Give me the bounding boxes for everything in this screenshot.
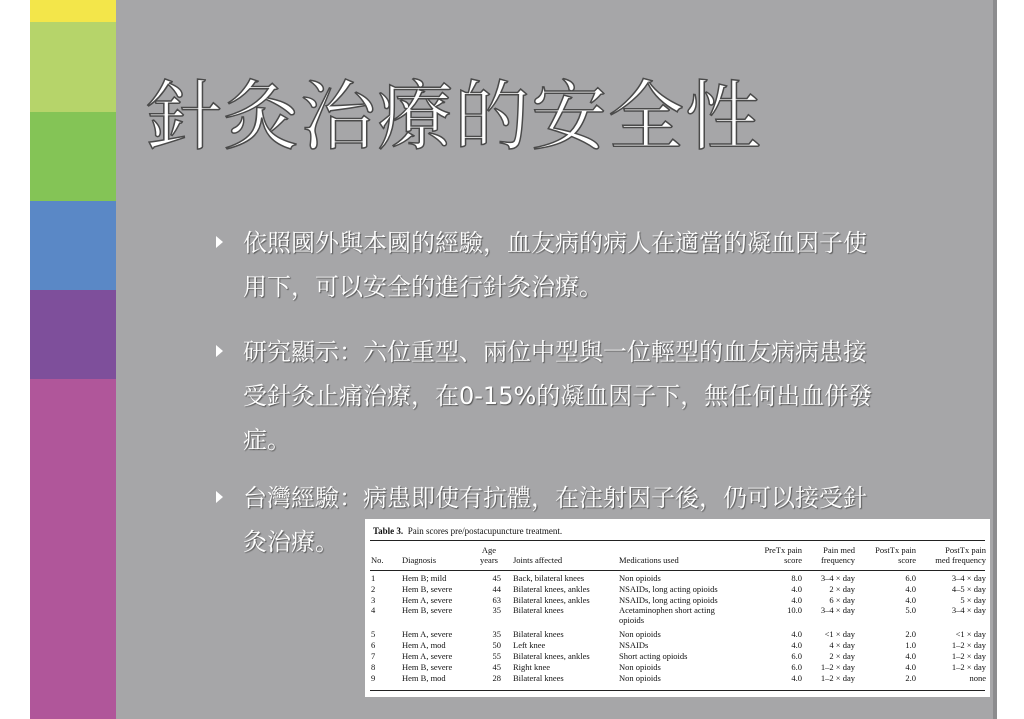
table-cell-line: Hem B, mod — [402, 672, 446, 683]
table-cell — [402, 651, 477, 661]
slide-title: 針灸治療的安全性 — [146, 72, 762, 161]
table-cell — [921, 651, 986, 661]
bullet-1-text: 依照國外與本國的經驗，血友病的病人在適當的凝血因子使 用下，可以安全的進行針灸治療。 — [243, 229, 867, 301]
color-stripe-light-green — [30, 22, 116, 112]
table-cell — [371, 629, 391, 639]
table-cell-line: 3–4 × day — [820, 573, 855, 583]
table-cell-line: 10.0 — [787, 605, 802, 616]
table-header-cell — [860, 545, 916, 565]
table-cell-line: 4.0 — [791, 594, 802, 605]
table-cell — [805, 605, 855, 615]
table-cell — [513, 640, 615, 650]
table-cell-line: NSAIDs, long acting opioids — [619, 583, 718, 594]
table-cell — [513, 651, 615, 661]
table-cell-line: Hem A, severe — [402, 629, 453, 640]
table-cell-line: 3–4 × day — [951, 605, 986, 616]
table-cell-line: 7 — [371, 651, 376, 661]
table-cell-line: 35 — [492, 605, 501, 616]
table-cell — [860, 673, 916, 683]
table-cell-line: 5 — [371, 629, 376, 640]
table-header-line: med frequency — [935, 555, 986, 565]
table-cell — [513, 573, 615, 583]
table-cell-line: Bilateral knees — [513, 629, 564, 640]
bullet-arrow-icon — [216, 236, 223, 248]
table-cell — [402, 640, 477, 650]
table-cell — [860, 640, 916, 650]
table-cell — [747, 605, 802, 615]
table-cell — [747, 629, 802, 639]
table-cell — [860, 662, 916, 672]
table-cell-line: 45 — [492, 661, 501, 672]
table-cell-line: NSAIDs — [619, 640, 649, 651]
table-cell-line: 4 × day — [829, 640, 855, 651]
table-cell-line: 4.0 — [791, 672, 802, 683]
table-cell-line: Bilateral knees — [513, 605, 564, 616]
table-cell — [805, 662, 855, 672]
table-cell-line: Non opioids — [619, 661, 661, 672]
table-cell — [477, 651, 501, 661]
bullet-arrow-icon — [216, 345, 223, 357]
table-cell — [402, 605, 477, 615]
table-header-line: frequency — [821, 555, 855, 565]
table-cell-line: 5.0 — [905, 605, 916, 616]
table-cell-line: Short acting opioids — [619, 651, 688, 661]
table-cell — [402, 584, 477, 594]
table-header-line: Joints affected — [513, 555, 563, 565]
table-cell — [371, 605, 391, 615]
table-cell-line: 2 × day — [829, 651, 855, 661]
table-header-line: years — [480, 555, 498, 565]
table-cell-line: Non opioids — [619, 672, 661, 683]
table-cell — [921, 595, 986, 605]
table-cell-line: 4.0 — [791, 629, 802, 640]
table-cell-line: Acetaminophen short acting — [619, 605, 715, 616]
table-cell — [921, 573, 986, 583]
table-cell — [619, 640, 747, 650]
color-stripe-green — [30, 112, 116, 201]
table-header-line: Medications used — [619, 555, 679, 565]
table-cell-line: 4.0 — [905, 651, 916, 661]
table-header-line: Pain med — [823, 545, 855, 555]
table-cell-line: Non opioids — [619, 629, 661, 640]
color-stripe-magenta — [30, 379, 116, 719]
color-stripe-purple — [30, 290, 116, 379]
table-cell-line: 55 — [492, 651, 501, 661]
table-cell-line: Left knee — [513, 640, 546, 651]
table-cell-line: 2.0 — [905, 672, 916, 683]
table-cell-line: Hem A, mod — [402, 640, 446, 651]
table-cell — [747, 651, 802, 661]
table-header-line: No. — [371, 555, 384, 565]
pain-score-table — [365, 519, 990, 697]
table-cell-line: <1 × day — [824, 629, 855, 640]
table-cell — [402, 673, 477, 683]
table-header-line: PostTx pain — [945, 545, 986, 555]
table-cell — [513, 662, 615, 672]
table-cell — [747, 673, 802, 683]
table-cell — [477, 573, 501, 583]
slide-right-edge — [993, 0, 997, 719]
table-cell-line: 1–2 × day — [820, 672, 855, 683]
table-cell — [619, 629, 747, 639]
table-cell — [747, 595, 802, 605]
table-cell — [619, 595, 747, 605]
table-header-cell — [619, 555, 747, 565]
table-cell-line: 3 — [371, 594, 376, 605]
table-cell-line: 2 — [371, 583, 376, 594]
table-header-cell — [805, 545, 855, 565]
table-cell — [619, 605, 747, 625]
table-cell-line: Hem B, severe — [402, 583, 453, 594]
table-cell-line: 3–4 × day — [820, 605, 855, 616]
table-cell — [371, 640, 391, 650]
table-cell-line: Hem B; mild — [402, 573, 447, 583]
table-cell — [805, 595, 855, 605]
table-cell-line: 4.0 — [791, 640, 802, 651]
bullet-arrow-icon — [216, 491, 223, 503]
table-cell-line: 1.0 — [905, 640, 916, 651]
table-cell — [619, 662, 747, 672]
table-cell — [747, 640, 802, 650]
table-cell — [477, 595, 501, 605]
table-rule-top — [370, 540, 985, 541]
table-cell-line: 4.0 — [905, 661, 916, 672]
table-cell-line: 4 — [371, 605, 376, 616]
table-cell — [371, 595, 391, 605]
table-cell — [477, 605, 501, 615]
table-cell — [619, 584, 747, 594]
table-cell-line: 9 — [371, 672, 376, 683]
table-header-line: PostTx pain — [875, 545, 916, 555]
table-cell — [805, 640, 855, 650]
table-cell — [921, 640, 986, 650]
table-cell — [805, 673, 855, 683]
table-cell-line: 45 — [492, 573, 501, 583]
table-cell-line: Right knee — [513, 661, 551, 672]
table-cell-line: 35 — [492, 629, 501, 640]
color-stripe-blue — [30, 201, 116, 290]
table-cell — [805, 629, 855, 639]
table-cell — [402, 662, 477, 672]
table-cell — [619, 673, 747, 683]
table-header-line: score — [784, 555, 802, 565]
table-cell — [371, 573, 391, 583]
table-rule-bottom — [370, 690, 985, 691]
table-cell — [860, 573, 916, 583]
table-cell-line: 50 — [492, 640, 501, 651]
table-header-line: Diagnosis — [402, 555, 436, 565]
table-cell — [513, 584, 615, 594]
table-cell — [619, 573, 747, 583]
table-cell — [371, 673, 391, 683]
table-cell-line: Bilateral knees — [513, 672, 564, 683]
table-cell-line: 4–5 × day — [951, 583, 986, 594]
table-cell-line: Hem B, severe — [402, 605, 453, 616]
table-cell-line: 44 — [492, 583, 501, 594]
table-header-line: PreTx pain — [764, 545, 802, 555]
table-cell-line: 6.0 — [791, 651, 802, 661]
table-cell-line: 63 — [492, 594, 501, 605]
table-cell — [477, 640, 501, 650]
table-cell — [513, 605, 615, 615]
table-cell-line: Back, bilateral knees — [513, 573, 585, 583]
table-cell-line: 1 — [371, 573, 376, 583]
table-cell-line: <1 × day — [955, 629, 986, 640]
table-cell — [860, 595, 916, 605]
table-cell — [477, 584, 501, 594]
table-cell-line: 1–2 × day — [820, 661, 855, 672]
table-cell-line: 28 — [492, 672, 501, 683]
table-header-cell — [477, 545, 501, 565]
table-cell — [805, 651, 855, 661]
table-cell — [402, 629, 477, 639]
table-cell — [921, 673, 986, 683]
table-caption: Table 3. Pain scores pre/postacupuncture treatment. — [373, 526, 563, 536]
table-cell-line: 1–2 × day — [951, 640, 986, 651]
table-cell-line: opioids — [619, 615, 645, 626]
table-cell — [513, 595, 615, 605]
table-cell — [921, 584, 986, 594]
table-cell-line: Hem B, severe — [402, 661, 453, 672]
table-cell — [860, 584, 916, 594]
table-cell — [805, 584, 855, 594]
table-header-line: Age — [481, 545, 497, 555]
table-cell — [747, 584, 802, 594]
table-cell — [477, 629, 501, 639]
table-cell-line: 1–2 × day — [951, 661, 986, 672]
table-header-cell — [747, 545, 802, 565]
table-cell — [477, 662, 501, 672]
table-cell — [747, 662, 802, 672]
table-cell — [477, 673, 501, 683]
table-cell-line: 3–4 × day — [951, 573, 986, 583]
table-cell — [402, 595, 477, 605]
table-cell — [402, 573, 477, 583]
table-rule-header — [370, 570, 985, 571]
table-cell — [860, 629, 916, 639]
table-cell-line: Hem A, severe — [402, 651, 453, 661]
table-cell-line: 5 × day — [960, 594, 986, 605]
table-header-cell — [402, 555, 477, 565]
table-cell-line: 6.0 — [905, 573, 916, 583]
table-cell — [921, 629, 986, 639]
table-cell-line: NSAIDs, long acting opioids — [619, 594, 718, 605]
table-cell-line: 8.0 — [791, 573, 802, 583]
table-cell — [513, 629, 615, 639]
table-header-cell — [371, 555, 391, 565]
table-cell-line: Hem A, severe — [402, 594, 453, 605]
table-cell-line: Bilateral knees, ankles — [513, 651, 590, 661]
table-cell-line: Non opioids — [619, 573, 661, 583]
table-cell — [921, 605, 986, 615]
table-header-cell — [513, 555, 615, 565]
bullet-3-text: 台灣經驗：病患即使有抗體，在注射因子後，仍可以接受針 灸治療。 — [243, 484, 867, 556]
table-cell-line: 4.0 — [905, 583, 916, 594]
bullet-2-text: 研究顯示：六位重型、兩位中型與一位輕型的血友病病患接 受針灸止痛治療，在0-15%的凝血因子下，無任何出血併發 症。 — [243, 338, 873, 454]
table-cell-line: Bilateral knees, ankles — [513, 583, 590, 594]
table-header-cell — [921, 545, 986, 565]
table-cell-line: 2 × day — [829, 583, 855, 594]
table-cell-line: 4.0 — [791, 583, 802, 594]
table-cell-line: 2.0 — [905, 629, 916, 640]
table-cell-line: 8 — [371, 661, 376, 672]
table-cell — [921, 662, 986, 672]
color-stripe-yellow — [30, 0, 116, 22]
table-cell-line: 4.0 — [905, 594, 916, 605]
table-cell — [860, 651, 916, 661]
table-cell-line: 6.0 — [791, 661, 802, 672]
table-cell-line: 1–2 × day — [951, 651, 986, 661]
table-cell — [747, 573, 802, 583]
table-cell — [371, 651, 391, 661]
table-cell — [619, 651, 747, 661]
table-cell — [371, 662, 391, 672]
table-cell-line: 6 × day — [829, 594, 855, 605]
table-cell — [371, 584, 391, 594]
table-cell — [860, 605, 916, 615]
table-cell-line: 6 — [371, 640, 376, 651]
table-header-line: score — [898, 555, 916, 565]
table-cell-line: none — [969, 672, 986, 683]
table-cell — [513, 673, 615, 683]
table-cell — [805, 573, 855, 583]
table-cell-line: Bilateral knees, ankles — [513, 594, 590, 605]
